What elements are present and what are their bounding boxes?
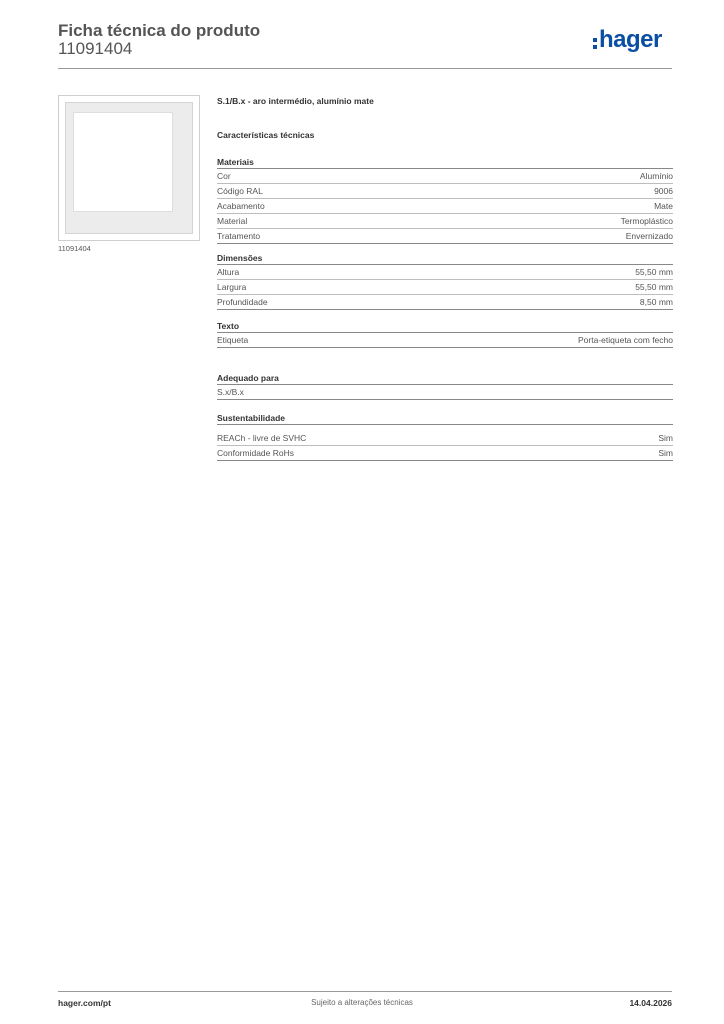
spec-value: Envernizado xyxy=(625,231,673,241)
footer-date: 14.04.2026 xyxy=(629,998,672,1008)
spec-row xyxy=(217,229,673,244)
spec-value: Porta-etiqueta com fecho xyxy=(578,335,673,345)
spec-label: Tratamento xyxy=(217,231,261,241)
section-title: Dimensões xyxy=(217,251,673,265)
spec-row xyxy=(217,280,673,295)
spec-label: Conformidade RoHs xyxy=(217,448,295,458)
footer-note: Sujeito a alterações técnicas xyxy=(311,998,413,1007)
spec-row xyxy=(217,265,673,280)
logo-dots-icon xyxy=(593,33,597,53)
spec-label: Material xyxy=(217,216,248,226)
product-code: 11091404 xyxy=(58,39,133,58)
product-name: S.1/B.x - aro intermédio, alumínio mate xyxy=(217,96,374,106)
spec-label: Profundidade xyxy=(217,297,268,307)
spec-row xyxy=(217,184,673,199)
spec-label: Acabamento xyxy=(217,201,265,211)
spec-row xyxy=(217,333,673,348)
spec-label: Altura xyxy=(217,267,240,277)
hager-logo xyxy=(593,24,662,60)
spec-value: Mate xyxy=(654,201,673,211)
footer-website: hager.com/pt xyxy=(58,998,111,1008)
spec-label: REACh - livre de SVHC xyxy=(217,433,307,443)
spec-value: 55,50 mm xyxy=(635,267,673,277)
spec-value: 55,50 mm xyxy=(635,282,673,292)
spec-label: Etiqueta xyxy=(217,335,249,345)
image-caption: 11091404 xyxy=(58,244,91,253)
product-image xyxy=(58,95,200,241)
section-dimensoes xyxy=(217,251,673,310)
section-sustentabilidade xyxy=(217,411,673,461)
header-divider xyxy=(58,68,672,69)
spec-value: Alumínio xyxy=(639,171,673,181)
spec-value: 8,50 mm xyxy=(639,297,673,307)
logo-text: hager xyxy=(599,26,662,53)
footer-divider xyxy=(58,991,672,992)
spec-row xyxy=(217,214,673,229)
spec-label: S.x/B.x xyxy=(217,387,244,397)
spec-row xyxy=(217,446,673,461)
section-materiais xyxy=(217,155,673,244)
section-adequado-para xyxy=(217,371,673,400)
spec-value: Sim xyxy=(658,448,673,458)
frame-inner-opening xyxy=(73,112,173,212)
spec-row xyxy=(217,295,673,310)
section-texto xyxy=(217,319,673,348)
spec-row xyxy=(217,169,673,184)
spec-row xyxy=(217,385,673,400)
technical-characteristics-heading: Características técnicas xyxy=(217,130,315,140)
spec-row xyxy=(217,199,673,214)
spec-value: Sim xyxy=(658,433,673,443)
section-title: Sustentabilidade xyxy=(217,411,673,425)
spec-label: Código RAL xyxy=(217,186,263,196)
spec-value: Termoplástico xyxy=(620,216,673,226)
header-title: Ficha técnica do produto xyxy=(58,21,261,40)
spec-row xyxy=(217,431,673,446)
section-title: Adequado para xyxy=(217,371,673,385)
spec-value: 9006 xyxy=(654,186,673,196)
spec-label: Largura xyxy=(217,282,247,292)
section-title: Materiais xyxy=(217,155,673,169)
spec-label: Cor xyxy=(217,171,231,181)
section-title: Texto xyxy=(217,319,673,333)
